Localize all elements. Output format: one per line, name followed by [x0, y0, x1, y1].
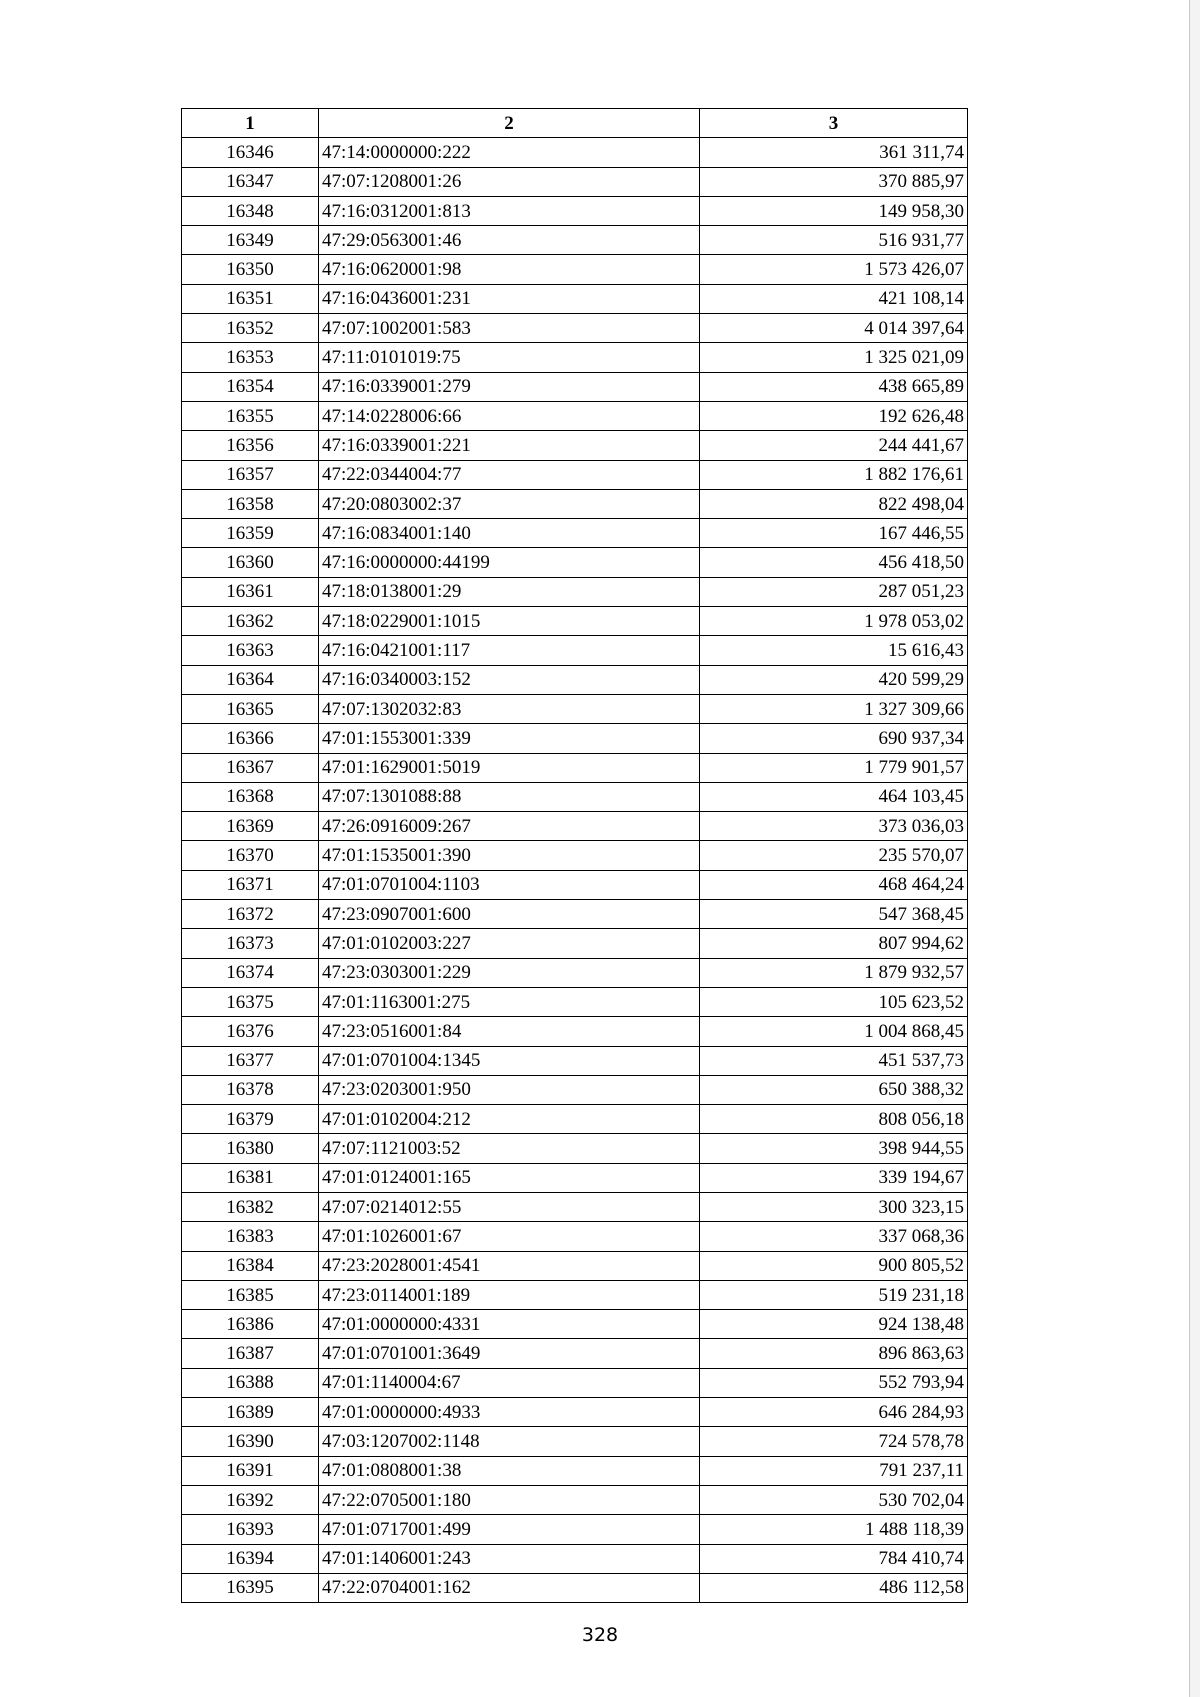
cadastral-number-cell: 47:01:1535001:390: [319, 841, 700, 870]
cadastral-number-cell: 47:01:0000000:4933: [319, 1398, 700, 1427]
value-cell: 650 388,32: [700, 1075, 968, 1104]
value-cell: 724 578,78: [700, 1427, 968, 1456]
cadastral-number-cell: 47:01:1026001:67: [319, 1222, 700, 1251]
value-cell: 1 327 309,66: [700, 694, 968, 723]
table-row: [182, 900, 968, 929]
cadastral-number-cell: 47:23:0114001:189: [319, 1280, 700, 1309]
value-cell: 1 779 901,57: [700, 753, 968, 782]
value-cell: 235 570,07: [700, 841, 968, 870]
value-cell: 530 702,04: [700, 1485, 968, 1514]
row-number-cell: 16362: [182, 607, 319, 636]
row-number-cell: 16390: [182, 1427, 319, 1456]
value-cell: 822 498,04: [700, 489, 968, 518]
value-cell: 287 051,23: [700, 577, 968, 606]
value-cell: 784 410,74: [700, 1544, 968, 1573]
row-number-cell: 16357: [182, 460, 319, 489]
table-row: [182, 1075, 968, 1104]
page-edge: [1189, 0, 1200, 1697]
value-cell: 373 036,03: [700, 812, 968, 841]
row-number-cell: 16346: [182, 138, 319, 167]
table-row: [182, 1310, 968, 1339]
value-cell: 300 323,15: [700, 1192, 968, 1221]
table-row: [182, 1280, 968, 1309]
table-row: [182, 958, 968, 987]
row-number-cell: 16374: [182, 958, 319, 987]
cadastral-number-cell: 47:01:1140004:67: [319, 1368, 700, 1397]
cadastral-number-cell: 47:07:1302032:83: [319, 694, 700, 723]
value-cell: 451 537,73: [700, 1046, 968, 1075]
table-row: [182, 1192, 968, 1221]
cadastral-number-cell: 47:01:1406001:243: [319, 1544, 700, 1573]
table-row: [182, 1456, 968, 1485]
table-row: [182, 548, 968, 577]
row-number-cell: 16387: [182, 1339, 319, 1368]
row-number-cell: 16373: [182, 929, 319, 958]
cadastral-number-cell: 47:01:0000000:4331: [319, 1310, 700, 1339]
table-row: [182, 1134, 968, 1163]
cadastral-number-cell: 47:26:0916009:267: [319, 812, 700, 841]
cadastral-number-cell: 47:16:0312001:813: [319, 196, 700, 225]
row-number-cell: 16366: [182, 724, 319, 753]
row-number-cell: 16388: [182, 1368, 319, 1397]
table-row: [182, 607, 968, 636]
cadastral-number-cell: 47:07:1121003:52: [319, 1134, 700, 1163]
value-cell: 464 103,45: [700, 782, 968, 811]
row-number-cell: 16353: [182, 343, 319, 372]
cadastral-number-cell: 47:16:0339001:279: [319, 372, 700, 401]
table-row: [182, 431, 968, 460]
value-cell: 4 014 397,64: [700, 314, 968, 343]
value-cell: 646 284,93: [700, 1398, 968, 1427]
row-number-cell: 16386: [182, 1310, 319, 1339]
column-header-3: 3: [700, 109, 968, 138]
table-row: [182, 255, 968, 284]
data-table: [181, 108, 968, 1603]
table-row: [182, 1398, 968, 1427]
column-header-2: 2: [319, 109, 700, 138]
cadastral-number-cell: 47:23:0907001:600: [319, 900, 700, 929]
table-row: [182, 401, 968, 430]
cadastral-number-cell: 47:23:0203001:950: [319, 1075, 700, 1104]
row-number-cell: 16354: [182, 372, 319, 401]
row-number-cell: 16377: [182, 1046, 319, 1075]
row-number-cell: 16385: [182, 1280, 319, 1309]
row-number-cell: 16369: [182, 812, 319, 841]
table-row: [182, 489, 968, 518]
table-row: [182, 167, 968, 196]
table-row: [182, 196, 968, 225]
row-number-cell: 16384: [182, 1251, 319, 1280]
table-body: [182, 138, 968, 1603]
value-cell: 456 418,50: [700, 548, 968, 577]
value-cell: 370 885,97: [700, 167, 968, 196]
value-cell: 468 464,24: [700, 870, 968, 899]
row-number-cell: 16358: [182, 489, 319, 518]
value-cell: 105 623,52: [700, 987, 968, 1016]
table-row: [182, 314, 968, 343]
cadastral-number-cell: 47:16:0339001:221: [319, 431, 700, 460]
table-row: [182, 929, 968, 958]
cadastral-number-cell: 47:16:0421001:117: [319, 636, 700, 665]
value-cell: 421 108,14: [700, 284, 968, 313]
value-cell: 690 937,34: [700, 724, 968, 753]
value-cell: 552 793,94: [700, 1368, 968, 1397]
value-cell: 420 599,29: [700, 665, 968, 694]
table-row: [182, 1339, 968, 1368]
value-cell: 361 311,74: [700, 138, 968, 167]
cadastral-number-cell: 47:14:0228006:66: [319, 401, 700, 430]
table-row: [182, 1105, 968, 1134]
value-cell: 1 882 176,61: [700, 460, 968, 489]
column-header-1: 1: [182, 109, 319, 138]
row-number-cell: 16375: [182, 987, 319, 1016]
table-row: [182, 724, 968, 753]
table-row: [182, 519, 968, 548]
row-number-cell: 16352: [182, 314, 319, 343]
value-cell: 807 994,62: [700, 929, 968, 958]
table-row: [182, 987, 968, 1016]
value-cell: 900 805,52: [700, 1251, 968, 1280]
row-number-cell: 16363: [182, 636, 319, 665]
table-row: [182, 665, 968, 694]
row-number-cell: 16349: [182, 226, 319, 255]
row-number-cell: 16380: [182, 1134, 319, 1163]
value-cell: 398 944,55: [700, 1134, 968, 1163]
row-number-cell: 16389: [182, 1398, 319, 1427]
cadastral-number-cell: 47:01:1629001:5019: [319, 753, 700, 782]
value-cell: 167 446,55: [700, 519, 968, 548]
row-number-cell: 16348: [182, 196, 319, 225]
row-number-cell: 16395: [182, 1573, 319, 1602]
table-row: [182, 1163, 968, 1192]
cadastral-number-cell: 47:22:0344004:77: [319, 460, 700, 489]
table-row: [182, 1515, 968, 1544]
cadastral-number-cell: 47:07:0214012:55: [319, 1192, 700, 1221]
value-cell: 516 931,77: [700, 226, 968, 255]
table-row: [182, 226, 968, 255]
value-cell: 1 978 053,02: [700, 607, 968, 636]
row-number-cell: 16351: [182, 284, 319, 313]
cadastral-number-cell: 47:01:0701004:1345: [319, 1046, 700, 1075]
row-number-cell: 16370: [182, 841, 319, 870]
cadastral-number-cell: 47:01:0124001:165: [319, 1163, 700, 1192]
cadastral-number-cell: 47:01:1163001:275: [319, 987, 700, 1016]
value-cell: 519 231,18: [700, 1280, 968, 1309]
cadastral-number-cell: 47:23:0303001:229: [319, 958, 700, 987]
cadastral-number-cell: 47:20:0803002:37: [319, 489, 700, 518]
cadastral-number-cell: 47:16:0340003:152: [319, 665, 700, 694]
header-row: [182, 109, 968, 138]
row-number-cell: 16394: [182, 1544, 319, 1573]
table-row: [182, 1485, 968, 1514]
value-cell: 547 368,45: [700, 900, 968, 929]
cadastral-number-cell: 47:01:0102004:212: [319, 1105, 700, 1134]
table-row: [182, 577, 968, 606]
cadastral-number-cell: 47:07:1208001:26: [319, 167, 700, 196]
table-row: [182, 870, 968, 899]
row-number-cell: 16392: [182, 1485, 319, 1514]
value-cell: 808 056,18: [700, 1105, 968, 1134]
value-cell: 486 112,58: [700, 1573, 968, 1602]
value-cell: 244 441,67: [700, 431, 968, 460]
value-cell: 1 488 118,39: [700, 1515, 968, 1544]
value-cell: 337 068,36: [700, 1222, 968, 1251]
row-number-cell: 16381: [182, 1163, 319, 1192]
row-number-cell: 16383: [182, 1222, 319, 1251]
cadastral-number-cell: 47:16:0436001:231: [319, 284, 700, 313]
value-cell: 924 138,48: [700, 1310, 968, 1339]
cadastral-number-cell: 47:16:0000000:44199: [319, 548, 700, 577]
row-number-cell: 16382: [182, 1192, 319, 1221]
row-number-cell: 16365: [182, 694, 319, 723]
cadastral-number-cell: 47:18:0229001:1015: [319, 607, 700, 636]
value-cell: 896 863,63: [700, 1339, 968, 1368]
cadastral-number-cell: 47:22:0704001:162: [319, 1573, 700, 1602]
cadastral-number-cell: 47:03:1207002:1148: [319, 1427, 700, 1456]
value-cell: 1 004 868,45: [700, 1017, 968, 1046]
row-number-cell: 16372: [182, 900, 319, 929]
value-cell: 438 665,89: [700, 372, 968, 401]
row-number-cell: 16379: [182, 1105, 319, 1134]
row-number-cell: 16378: [182, 1075, 319, 1104]
table-row: [182, 1251, 968, 1280]
table-row: [182, 343, 968, 372]
table-row: [182, 841, 968, 870]
table-row: [182, 694, 968, 723]
cadastral-number-cell: 47:01:0717001:499: [319, 1515, 700, 1544]
row-number-cell: 16364: [182, 665, 319, 694]
value-cell: 791 237,11: [700, 1456, 968, 1485]
table-row: [182, 753, 968, 782]
cadastral-number-cell: 47:01:0701001:3649: [319, 1339, 700, 1368]
page-number: 328: [581, 1624, 619, 1646]
value-cell: 339 194,67: [700, 1163, 968, 1192]
cadastral-number-cell: 47:07:1301088:88: [319, 782, 700, 811]
table-row: [182, 812, 968, 841]
cadastral-number-cell: 47:23:2028001:4541: [319, 1251, 700, 1280]
table-row: [182, 1222, 968, 1251]
table-row: [182, 1573, 968, 1602]
table-row: [182, 636, 968, 665]
table-row: [182, 1017, 968, 1046]
row-number-cell: 16393: [182, 1515, 319, 1544]
cadastral-number-cell: 47:01:0808001:38: [319, 1456, 700, 1485]
cadastral-number-cell: 47:23:0516001:84: [319, 1017, 700, 1046]
table-row: [182, 782, 968, 811]
cadastral-number-cell: 47:16:0620001:98: [319, 255, 700, 284]
cadastral-number-cell: 47:29:0563001:46: [319, 226, 700, 255]
row-number-cell: 16359: [182, 519, 319, 548]
table-row: [182, 460, 968, 489]
row-number-cell: 16371: [182, 870, 319, 899]
row-number-cell: 16355: [182, 401, 319, 430]
row-number-cell: 16391: [182, 1456, 319, 1485]
row-number-cell: 16376: [182, 1017, 319, 1046]
value-cell: 192 626,48: [700, 401, 968, 430]
value-cell: 149 958,30: [700, 196, 968, 225]
table-row: [182, 1544, 968, 1573]
row-number-cell: 16360: [182, 548, 319, 577]
cadastral-number-cell: 47:16:0834001:140: [319, 519, 700, 548]
table-row: [182, 284, 968, 313]
table-row: [182, 1368, 968, 1397]
table-row: [182, 138, 968, 167]
value-cell: 1 573 426,07: [700, 255, 968, 284]
row-number-cell: 16356: [182, 431, 319, 460]
cadastral-number-cell: 47:01:0102003:227: [319, 929, 700, 958]
cadastral-number-cell: 47:01:0701004:1103: [319, 870, 700, 899]
cadastral-number-cell: 47:01:1553001:339: [319, 724, 700, 753]
row-number-cell: 16368: [182, 782, 319, 811]
cadastral-number-cell: 47:18:0138001:29: [319, 577, 700, 606]
cadastral-number-cell: 47:14:0000000:222: [319, 138, 700, 167]
value-cell: 1 325 021,09: [700, 343, 968, 372]
value-cell: 15 616,43: [700, 636, 968, 665]
row-number-cell: 16347: [182, 167, 319, 196]
cadastral-number-cell: 47:07:1002001:583: [319, 314, 700, 343]
row-number-cell: 16350: [182, 255, 319, 284]
table-row: [182, 1427, 968, 1456]
table-row: [182, 1046, 968, 1075]
row-number-cell: 16361: [182, 577, 319, 606]
table-row: [182, 372, 968, 401]
row-number-cell: 16367: [182, 753, 319, 782]
value-cell: 1 879 932,57: [700, 958, 968, 987]
cadastral-number-cell: 47:11:0101019:75: [319, 343, 700, 372]
cadastral-number-cell: 47:22:0705001:180: [319, 1485, 700, 1514]
